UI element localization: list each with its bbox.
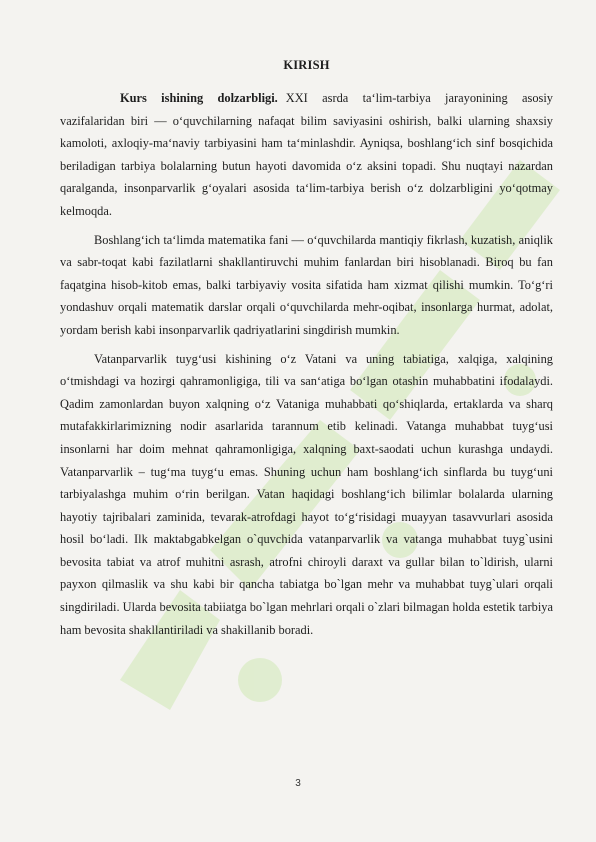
paragraph-text: XXI asrda ta‘lim-tarbiya jarayonining asosiy vazifalaridan biri — o‘quvchilarning nafaqat bilim saviyasini oshirish, balki ularning shaxsiy kamoloti, axloqiy-ma‘naviy tarbiyasini ham ta‘minlashdir. Ayniqsa, boshlang‘ich sinf bosqichida beriladigan tarbiya bolalarning butun hayoti davomida o‘z aksini topadi. Shu nuqtayi nazardan qaralganda, insonparvarlik g‘oyalari asosida ta‘lim-tarbiya berish o‘z dolzarbligini yo‘qotmay kelmoqda. [60,91,553,218]
paragraph-mathematics: Boshlang‘ich ta‘limda matematika fani — o‘quvchilarda mantiqiy fikrlash, kuzatish, aniqlik va sabr-toqat kabi fazilatlarni shakllantiruvchi muhim fanlardan biri hisoblanadi. Biroq bu fan faqatgina hisob-kitob emas, balki tarbiyaviy vosita sifatida ham xizmat qilishi mumkin. To‘g‘ri yondashuv orqali matematik darslar orqali o‘quvchilarda mehr-oqibat, insonlarga hurmat, adolat, yordam berish kabi insonparvarlik qadriyatlarini singdirish mumkin. [60,232,553,337]
paragraph-patriotism: Vatanparvarlik tuyg‘usi kishining o‘z Vatani va uning tabiatiga, xalqiga, xalqining o‘tmishdagi va hozirgi qahramonligiga, tili va san‘atiga bo‘lgan otashin muhabbatini ifodalaydi. Qadim zamonlardan buyon xalqning o‘z Vataniga muhabbati qo‘shiqlarda, ertaklarda va sharq mutafakkirlarimizning nodir asarlarida tarannum etib kelinadi. Vatanga muhabbat tuyg‘usi insonlarni har doim mehnat qahramonligiga, xalqning baxt-saodati uchun kurashga undaydi. Vatanparvarlik – tug‘ma tuyg‘u emas. Shuning uchun ham boshlang‘ich sinflarda bu tuyg‘uni tarbiyalashga muhim o‘rin berilgan. Vatan haqidagi boshlang‘ich bilimlar bolalarda ularning hayotiy tajribalari zaminida, tevarak-atrofdagi hayot to‘g‘risidagi muayyan tasavvurlari asosida hosil bo‘ladi. Ilk maktabgabkelgan o`quvchida vatanparvarlik va vatanga muhabbat tuyg`usini bevosita tabiat va atrof muhitni asrash, atrofni chiroyli daraxt va gullar bilan to`ldirish, ularni payxon qilmaslik va shu kabi bir qancha tabiatga bo`lgan mehr va muhabbat tuyg`ulari orqali singdiriladi. Ularda bevosita tabiiatga bo`lgan mehrlari orqali o`zlari bilmagan holda estetik tarbiya ham bevosita shakllantiriladi va shakillanib boradi. [60,351,553,637]
section-lead: Kurs ishining dolzarbligi. [120,91,278,105]
paragraph-relevance [60,87,553,223]
document-body [60,58,553,647]
page-title: KIRISH [283,58,330,72]
page-number: 3 [295,778,301,789]
